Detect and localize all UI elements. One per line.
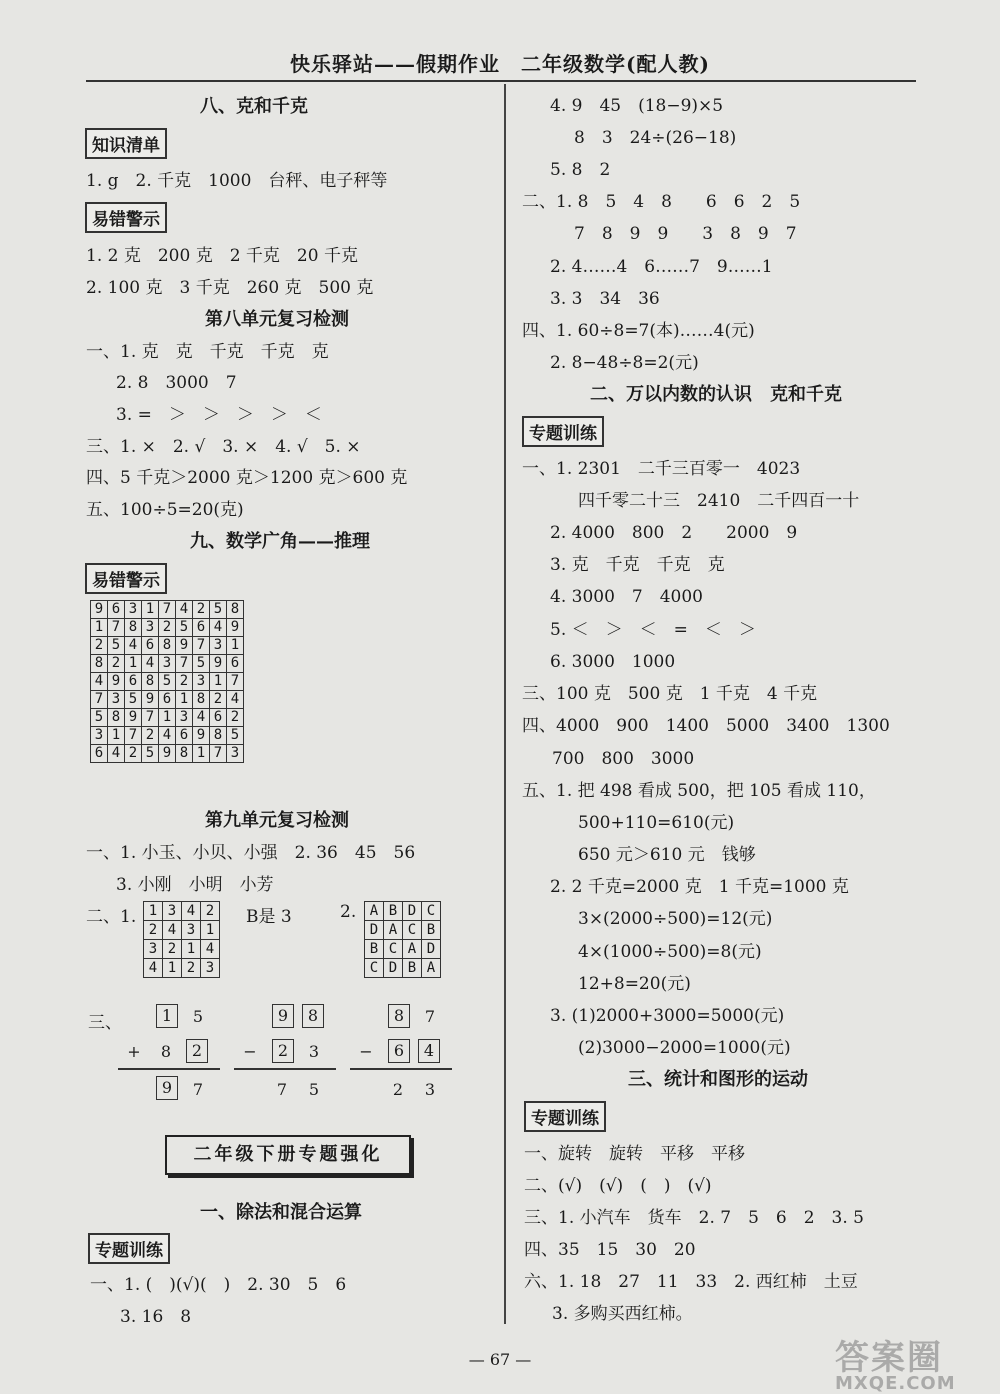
answer-line: B是 3 — [246, 907, 292, 927]
answer-line: 4×(1000÷500)=8(元) — [578, 942, 762, 962]
grid-cell: 6 — [108, 601, 125, 619]
answer-line: 650 元＞610 元 钱够 — [578, 845, 756, 865]
grid-cell: 1 — [108, 727, 125, 745]
watermark-text: 答案圈 — [835, 1338, 943, 1378]
grid-cell: 3 — [201, 959, 220, 978]
grid-cell: 3 — [176, 709, 193, 727]
grid-row — [91, 655, 244, 673]
answer-line: 3. 多购买西红柿。 — [552, 1304, 693, 1324]
grid-cell: 7 — [108, 619, 125, 637]
answer-line: 8 3 24÷(26−18) — [574, 128, 737, 148]
grid-cell: C — [422, 902, 441, 921]
grid-cell: 9 — [210, 655, 227, 673]
grid-cell: 5 — [108, 637, 125, 655]
grid-cell: 1 — [176, 691, 193, 709]
section-title-3: 三、统计和图形的运动 — [628, 1069, 808, 1090]
sum-line — [118, 1068, 220, 1070]
grid-cell: 8 — [176, 745, 193, 763]
grid-cell: 3 — [182, 921, 201, 940]
grid-cell: 4 — [91, 673, 108, 691]
grid-row — [144, 959, 220, 978]
grid-row — [144, 902, 220, 921]
grid-cell: 4 — [163, 921, 182, 940]
answer-line: 3. 16 8 — [120, 1307, 192, 1327]
grid-cell: 8 — [193, 691, 210, 709]
digit: 5 — [308, 1080, 320, 1099]
difference-line — [350, 1068, 452, 1070]
answer-line: 三、1. 小汽车 货车 2. 7 5 6 2 3. 5 — [524, 1208, 864, 1228]
grid-cell: B — [403, 959, 422, 978]
grid-row — [365, 902, 441, 921]
answer-line: 3×(2000÷500)=12(元) — [578, 909, 773, 929]
tag-train: 专题训练 — [522, 416, 604, 447]
answer-line: 六、1. 18 27 11 33 2. 西红柿 土豆 — [524, 1272, 858, 1292]
answer-line: 四、5 千克＞2000 克＞1200 克＞600 克 — [86, 468, 408, 488]
answer-line: 五、1. 把 498 看成 500，把 105 看成 110， — [522, 781, 876, 801]
answer-line: 2. 2 千克=2000 克 1 千克=1000 克 — [550, 877, 849, 897]
answer-line: 500+110=610(元) — [578, 813, 735, 833]
digit: 7 — [192, 1080, 204, 1099]
grid-cell: 6 — [176, 727, 193, 745]
header-rule — [86, 80, 916, 82]
answer-line: 6. 3000 1000 — [550, 652, 676, 672]
digit: 2 — [392, 1080, 404, 1099]
answer-line: 3. 小刚 小明 小芳 — [116, 875, 274, 895]
grid-cell: 1 — [142, 601, 159, 619]
tag-errors: 易错警示 — [85, 563, 167, 594]
grid-cell: 1 — [125, 655, 142, 673]
answer-line: 5. 8 2 — [550, 160, 611, 180]
grid-row — [365, 940, 441, 959]
box-digit: 9 — [272, 1004, 294, 1028]
grid-cell: 2 — [159, 619, 176, 637]
digit: 3 — [424, 1080, 436, 1099]
grid-cell: D — [403, 902, 422, 921]
grid-cell: 3 — [108, 691, 125, 709]
grid-cell: 5 — [125, 691, 142, 709]
grid-cell: 4 — [182, 902, 201, 921]
grid-cell: 7 — [125, 727, 142, 745]
grid-cell: C — [384, 940, 403, 959]
grid-cell: 9 — [176, 637, 193, 655]
watermark-url: MXQE.COM — [835, 1373, 956, 1394]
grid-row — [91, 727, 244, 745]
answer-line: 3. 克 千克 千克 克 — [550, 555, 725, 575]
answer-line: 2. 4……4 6……7 9……1 — [550, 257, 773, 277]
grid-cell: 7 — [193, 637, 210, 655]
grid-cell: 1 — [144, 902, 163, 921]
answer-line: 4. 9 45 (18−9)×5 — [550, 96, 724, 116]
digit: 7 — [276, 1080, 288, 1099]
grid-cell: 2 — [108, 655, 125, 673]
grid-cell: 7 — [227, 673, 244, 691]
grid-cell: 2 — [144, 921, 163, 940]
grid-cell: D — [365, 921, 384, 940]
grid-cell: 7 — [159, 601, 176, 619]
grid-cell: 4 — [227, 691, 244, 709]
grid-cell: 4 — [108, 745, 125, 763]
grid-cell: 3 — [163, 902, 182, 921]
answer-line: 1. 2 克 200 克 2 千克 20 千克 — [86, 246, 358, 266]
answer-line: 700 800 3000 — [552, 749, 695, 769]
grid-cell: 7 — [210, 745, 227, 763]
answer-line: 3. 3 34 36 — [550, 289, 660, 309]
grid-cell: 9 — [108, 673, 125, 691]
answer-line: 四、4000 900 1400 5000 3400 1300 — [522, 716, 890, 736]
difference-line — [234, 1068, 336, 1070]
answer-line: 一、旋转 旋转 平移 平移 — [524, 1144, 745, 1164]
grid-cell: 3 — [144, 940, 163, 959]
grid-cell: 3 — [159, 655, 176, 673]
grid-cell: 6 — [227, 655, 244, 673]
box-digit: 2 — [186, 1039, 208, 1063]
grid-cell: 9 — [91, 601, 108, 619]
number-grid — [143, 901, 220, 978]
answer-line: 四千零二十三 2410 二千四百一十 — [578, 491, 860, 511]
grid-cell: 9 — [227, 619, 244, 637]
grid-cell: 6 — [210, 709, 227, 727]
grid-cell: 7 — [91, 691, 108, 709]
grid-row — [91, 637, 244, 655]
grid-cell: 1 — [163, 959, 182, 978]
tag-train: 专题训练 — [524, 1101, 606, 1132]
grid-cell: 5 — [91, 709, 108, 727]
operator: + — [127, 1042, 141, 1061]
box-digit: 4 — [418, 1039, 440, 1063]
grid-cell: 5 — [193, 655, 210, 673]
grid-row — [91, 673, 244, 691]
box-digit: 2 — [272, 1039, 294, 1063]
digit: 3 — [308, 1042, 320, 1061]
grid-cell: 4 — [193, 709, 210, 727]
grid-cell: 4 — [142, 655, 159, 673]
operator: − — [359, 1042, 373, 1061]
grid-cell: 4 — [159, 727, 176, 745]
answer-line: 三、1. × 2. √ 3. × 4. √ 5. × — [86, 437, 361, 457]
answer-line: 一、1. ( )(√)( ) 2. 30 5 6 — [90, 1275, 347, 1295]
grid-cell: 2 — [176, 673, 193, 691]
answer-label: 三、 — [88, 1013, 122, 1033]
grid-row — [144, 940, 220, 959]
grid-row — [365, 959, 441, 978]
letter-grid — [364, 901, 441, 978]
grid-cell: 2 — [142, 727, 159, 745]
grid-cell: 3 — [227, 745, 244, 763]
grid-cell: 8 — [210, 727, 227, 745]
grid-cell: 1 — [210, 673, 227, 691]
grid-cell: 2 — [193, 601, 210, 619]
box-digit: 8 — [302, 1004, 324, 1028]
box-digit: 8 — [388, 1004, 410, 1028]
grid-cell: 1 — [159, 709, 176, 727]
answer-line: (2)3000−2000=1000(元) — [578, 1038, 791, 1058]
section-title-review8: 第八单元复习检测 — [205, 309, 349, 330]
grid-cell: 8 — [142, 673, 159, 691]
section-title-8: 八、克和千克 — [200, 96, 308, 117]
answer-line: 二、(√) (√) ( ) (√) — [524, 1176, 712, 1196]
grid-cell: 2 — [182, 959, 201, 978]
grid-cell: A — [384, 921, 403, 940]
operator: − — [243, 1042, 257, 1061]
answer-line: 12+8=20(元) — [578, 974, 691, 994]
section-title-division: 一、除法和混合运算 — [200, 1202, 362, 1223]
grid-cell: B — [384, 902, 403, 921]
answer-line: 四、1. 60÷8=7(本)……4(元) — [522, 321, 755, 341]
grid-row — [144, 921, 220, 940]
grid-cell: 6 — [193, 619, 210, 637]
grid-cell: 8 — [159, 637, 176, 655]
tag-errors: 易错警示 — [85, 202, 167, 233]
grid-cell: 2 — [201, 902, 220, 921]
answer-line: 2. 100 克 3 千克 260 克 500 克 — [86, 278, 374, 298]
grid-cell: 2 — [227, 709, 244, 727]
grid-cell: 9 — [125, 709, 142, 727]
grid-cell: 5 — [159, 673, 176, 691]
answer-line: 二、1. 8 5 4 8 6 6 2 5 — [522, 192, 801, 212]
grid-cell: 8 — [125, 619, 142, 637]
answer-line: 3. (1)2000+3000=5000(元) — [550, 1006, 785, 1026]
box-digit: 9 — [156, 1076, 178, 1100]
section-title-review9: 第九单元复习检测 — [205, 810, 349, 831]
section-title-2: 二、万以内数的认识 克和千克 — [590, 384, 842, 405]
grid-cell: 2 — [91, 637, 108, 655]
answer-line: 4. 3000 7 4000 — [550, 587, 703, 607]
grid-cell: 3 — [125, 601, 142, 619]
grid-cell: C — [365, 959, 384, 978]
grid-cell: 1 — [182, 940, 201, 959]
digit: 5 — [192, 1007, 204, 1026]
grid-cell: 6 — [125, 673, 142, 691]
column-divider — [504, 84, 506, 1324]
grid-cell: 1 — [91, 619, 108, 637]
grid-cell: 2 — [210, 691, 227, 709]
digit: 7 — [424, 1007, 436, 1026]
grid-row — [91, 619, 244, 637]
grid-cell: 3 — [142, 619, 159, 637]
special-title-banner: 二年级下册专题强化 — [165, 1135, 411, 1175]
answer-label: 2. — [340, 902, 357, 922]
grid-cell: 4 — [176, 601, 193, 619]
answer-line: 3. = ＞ ＞ ＞ ＞ ＜ — [116, 405, 322, 425]
grid-cell: A — [365, 902, 384, 921]
grid-cell: A — [422, 959, 441, 978]
grid-cell: 5 — [210, 601, 227, 619]
page-number: — 67 — — [468, 1350, 532, 1369]
grid-cell: 4 — [201, 940, 220, 959]
grid-cell: 9 — [142, 691, 159, 709]
answer-label: 二、1. — [86, 907, 137, 927]
tag-train: 专题训练 — [88, 1233, 170, 1264]
answer-line: 三、100 克 500 克 1 千克 4 千克 — [522, 684, 818, 704]
grid-cell: 3 — [210, 637, 227, 655]
answer-line: 2. 8−48÷8=2(元) — [550, 353, 699, 373]
answer-line: 一、1. 2301 二千三百零一 4023 — [522, 459, 801, 479]
sudoku-grid — [90, 600, 244, 763]
answer-line: 五、100÷5=20(克) — [86, 500, 244, 520]
grid-row — [365, 921, 441, 940]
answer-line: 一、1. 小玉、小贝、小强 2. 36 45 56 — [86, 843, 416, 863]
grid-cell: 8 — [227, 601, 244, 619]
grid-cell: D — [384, 959, 403, 978]
grid-cell: 1 — [201, 921, 220, 940]
grid-cell: 1 — [193, 745, 210, 763]
grid-cell: 4 — [144, 959, 163, 978]
tag-knowledge: 知识清单 — [85, 128, 167, 159]
grid-cell: 9 — [193, 727, 210, 745]
answer-line: 四、35 15 30 20 — [524, 1240, 696, 1260]
grid-cell: 5 — [142, 745, 159, 763]
grid-cell: 2 — [125, 745, 142, 763]
grid-cell: 2 — [163, 940, 182, 959]
grid-cell: 8 — [91, 655, 108, 673]
answer-line: 5. ＜ ＞ ＜ = ＜ ＞ — [550, 620, 756, 640]
answer-line: 一、1. 克 克 千克 千克 克 — [86, 342, 329, 362]
answer-line: 1. g 2. 千克 1000 台秤、电子秤等 — [86, 171, 388, 191]
grid-cell: 1 — [227, 637, 244, 655]
grid-row — [91, 709, 244, 727]
section-title-9: 九、数学广角——推理 — [190, 531, 370, 552]
digit: 8 — [160, 1042, 172, 1061]
grid-cell: C — [403, 921, 422, 940]
grid-cell: D — [422, 940, 441, 959]
watermark-logo — [835, 1330, 956, 1394]
grid-cell: 3 — [91, 727, 108, 745]
answer-line: 2. 4000 800 2 2000 9 — [550, 523, 798, 543]
grid-row — [91, 691, 244, 709]
grid-cell: 5 — [176, 619, 193, 637]
grid-cell: 6 — [142, 637, 159, 655]
grid-cell: B — [365, 940, 384, 959]
grid-cell: A — [403, 940, 422, 959]
grid-cell: 4 — [125, 637, 142, 655]
grid-row — [91, 745, 244, 763]
box-digit: 6 — [388, 1039, 410, 1063]
grid-cell: 7 — [176, 655, 193, 673]
grid-cell: 3 — [193, 673, 210, 691]
answer-line: 7 8 9 9 3 8 9 7 — [574, 224, 797, 244]
page-header: 快乐驿站——假期作业 二年级数学(配人教) — [290, 52, 710, 76]
grid-cell: 6 — [159, 691, 176, 709]
grid-cell: B — [422, 921, 441, 940]
box-digit: 1 — [156, 1004, 178, 1028]
grid-cell: 5 — [227, 727, 244, 745]
answer-line: 2. 8 3000 7 — [116, 373, 237, 393]
grid-cell: 4 — [210, 619, 227, 637]
grid-cell: 9 — [159, 745, 176, 763]
grid-row — [91, 601, 244, 619]
grid-cell: 7 — [142, 709, 159, 727]
grid-cell: 8 — [108, 709, 125, 727]
grid-cell: 6 — [91, 745, 108, 763]
